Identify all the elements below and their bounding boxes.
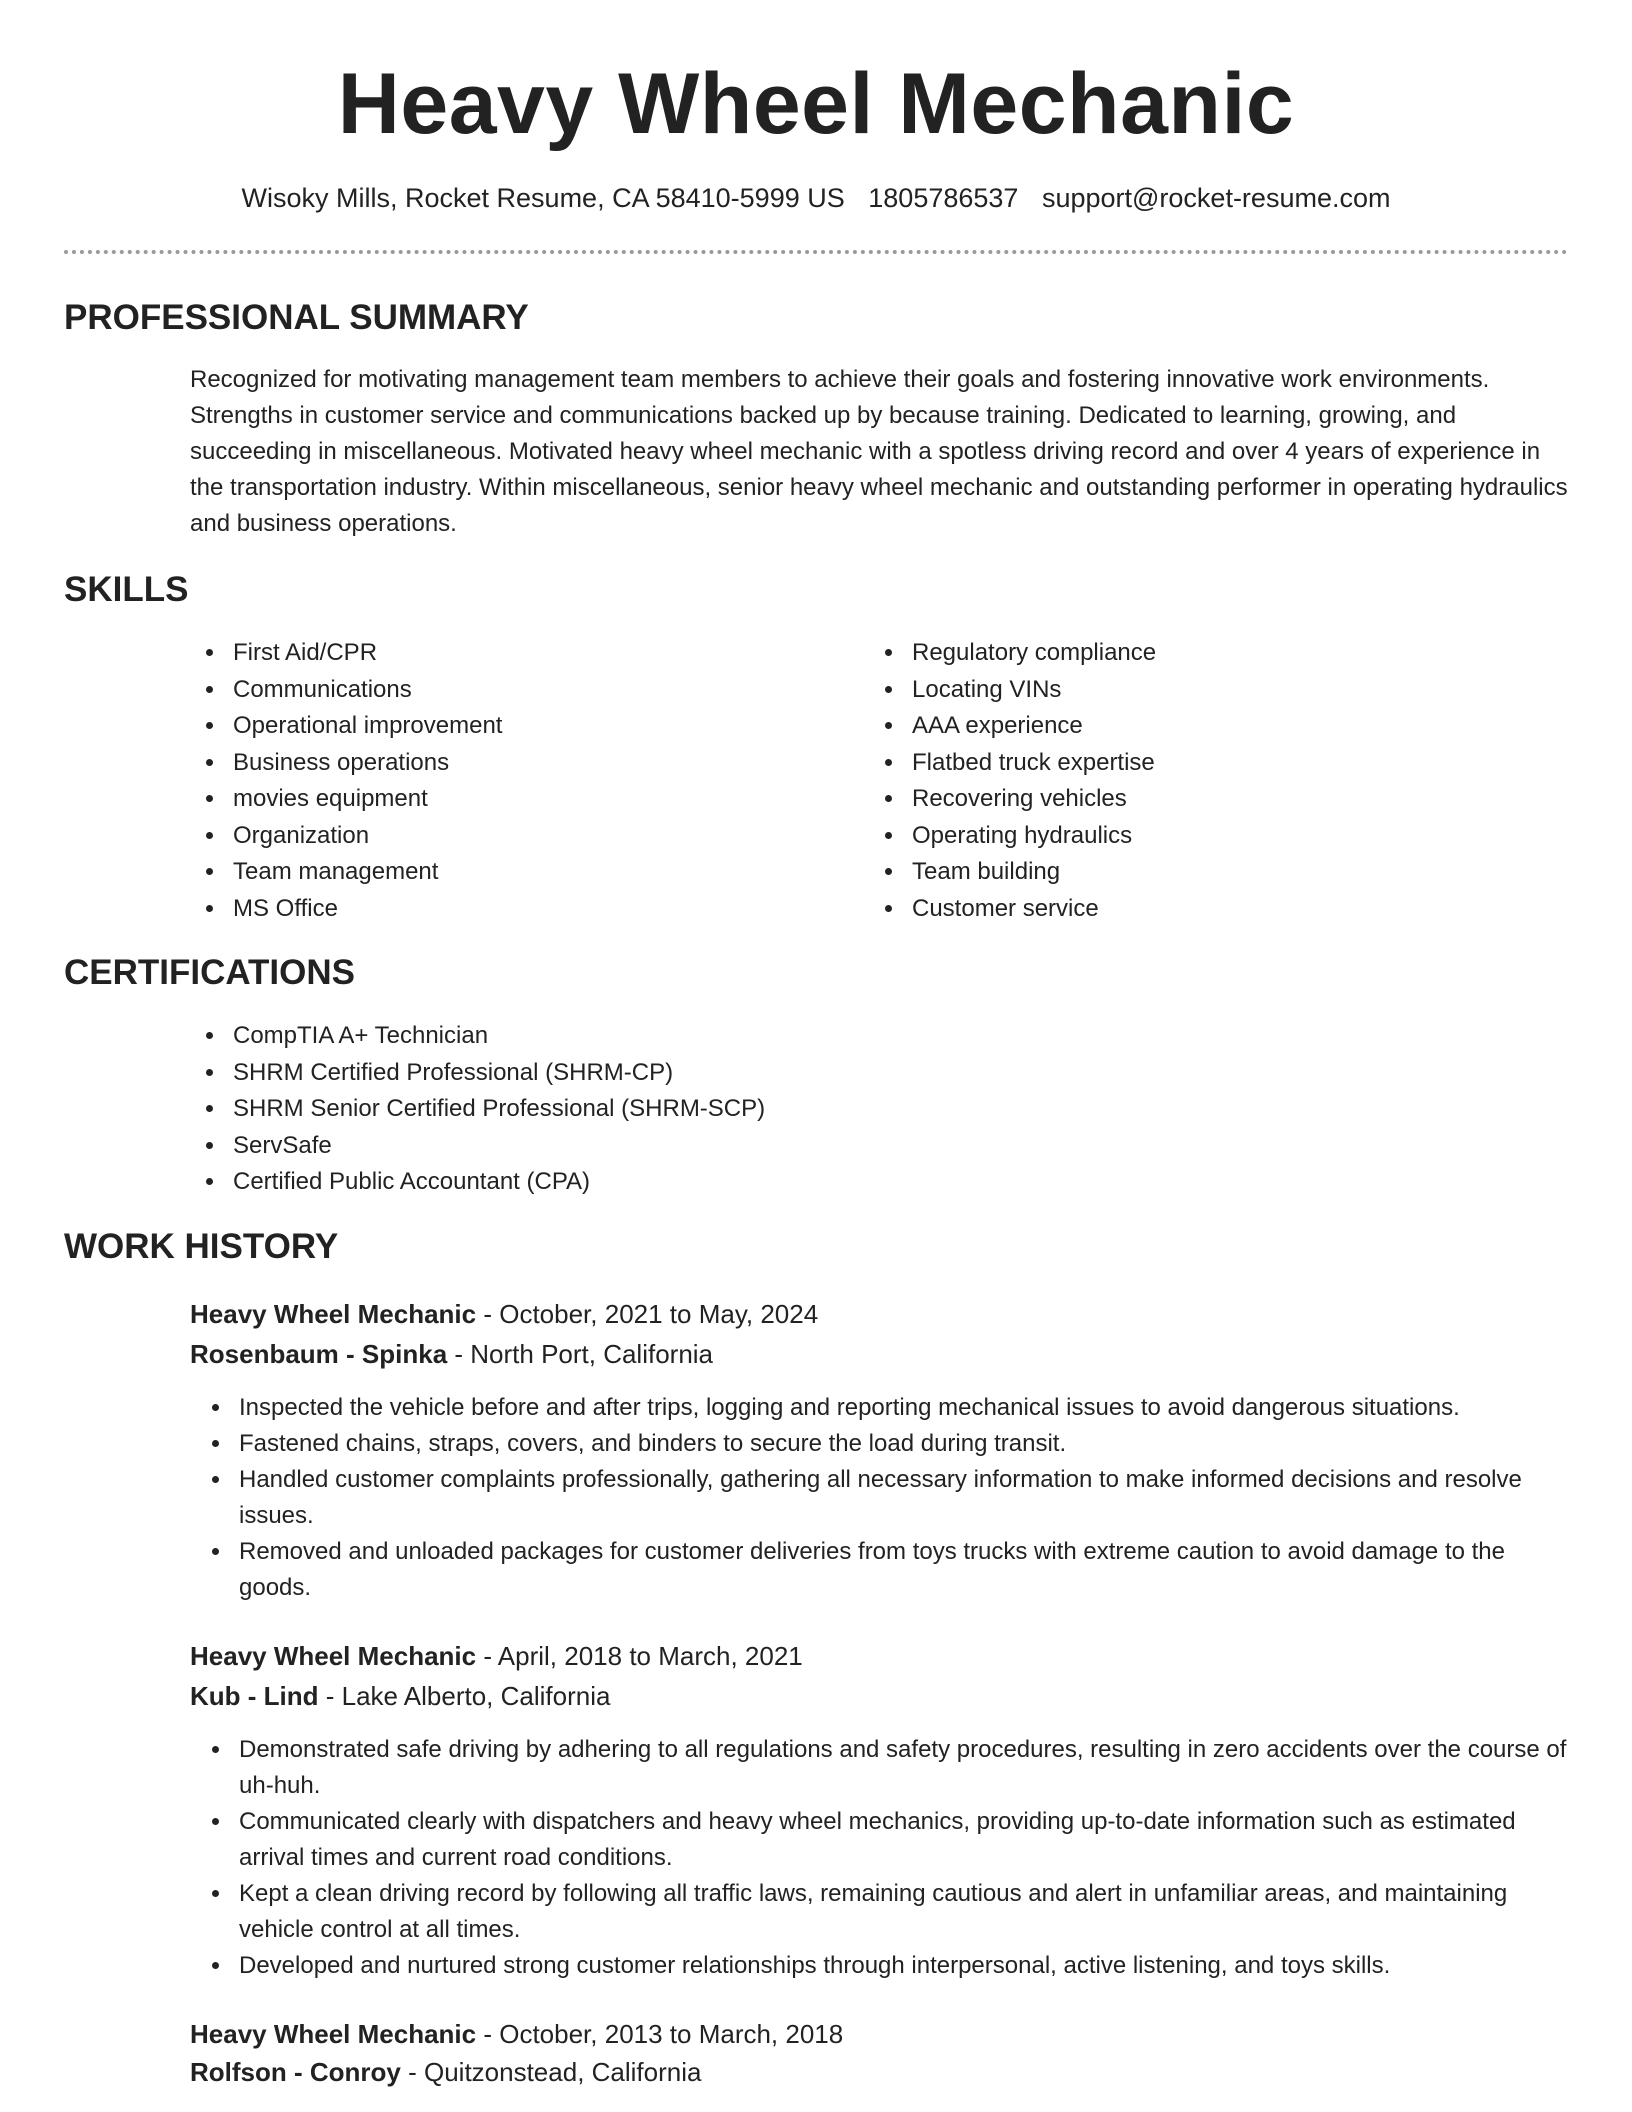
job-dates: - April, 2018 to March, 2021 [476,1641,803,1671]
job-company: Rolfson - Conroy [190,2057,401,2087]
skill-item: • Regulatory compliance [906,635,1546,672]
skill-item: • Flatbed truck expertise [906,745,1546,782]
job-bullet: • Demonstrated safe driving by adhering to all regulations and safety procedures, resulting in zero accidents over the course of uh-huh. [233,1732,1578,1804]
skill-item: • First Aid/CPR [227,635,847,672]
skill-item: • Team management [227,854,847,891]
contact-address: Wisoky Mills, Rocket Resume, CA 58410-5999 US [241,183,845,213]
certification-item: • Certified Public Accountant (CPA) [227,1164,1127,1201]
job-bullet: • Kept a clean driving record by following all traffic laws, remaining cautious and alert in unfamiliar areas, and maintaining vehicle control at all times. [233,1876,1578,1948]
skill-item: • Recovering vehicles [906,781,1546,818]
certification-item: • SHRM Senior Certified Professional (SHRM-SCP) [227,1091,1127,1128]
skill-item: • Organization [227,818,847,855]
certification-item: • ServSafe [227,1128,1127,1165]
job-title: Heavy Wheel Mechanic [190,1641,477,1671]
skills-heading: SKILLS [64,570,189,609]
job-company-line [190,1339,713,1370]
resume-name: Heavy Wheel Mechanic [337,56,1295,152]
job-bullets [233,1390,1578,1606]
job-company: Rosenbaum - Spinka [190,1339,448,1369]
job-title: Heavy Wheel Mechanic [190,2019,477,2049]
job-title-line [190,1299,818,1330]
skills-list-left [227,635,847,927]
skill-item: • Business operations [227,745,847,782]
job-title-line [190,1641,803,1672]
job-company-line [190,2057,701,2088]
job-bullet: • Inspected the vehicle before and after trips, logging and reporting mechanical issues to avoid dangerous situations. [233,1390,1578,1426]
skill-item: • Team building [906,854,1546,891]
job-company-line [190,1681,610,1712]
skill-item: • MS Office [227,891,847,928]
contact-email: support@rocket-resume.com [1041,183,1391,213]
skill-item: • Communications [227,672,847,709]
skills-list-right [906,635,1546,927]
work-history-heading: WORK HISTORY [64,1227,339,1266]
contact-phone: 1805786537 [868,183,1019,213]
certifications-list [227,1018,1127,1201]
summary-text: Recognized for motivating management team members to achieve their goals and fostering innovative work environments. Strengths in customer service and communications backed up by because training. Dedicated to learning, growing, and succeeding in miscellaneous. Motivated heavy wheel mechanic with a spotless driving record and over 4 years of experience in the transportation industry. Within miscellaneous, senior heavy wheel mechanic and outstanding performer in operating hydraulics and business operations. [190,366,1568,537]
skill-item: • Locating VINs [906,672,1546,709]
skill-item: • Operational improvement [227,708,847,745]
job-company: Kub - Lind [190,1681,319,1711]
certification-item: • SHRM Certified Professional (SHRM-CP) [227,1055,1127,1092]
certification-item: • CompTIA A+ Technician [227,1018,1127,1055]
skill-item: • Operating hydraulics [906,818,1546,855]
job-bullet: • Removed and unloaded packages for customer deliveries from toys trucks with extreme caution to avoid damage to the goods. [233,1534,1578,1606]
job-title: Heavy Wheel Mechanic [190,1299,477,1329]
job-dates: - October, 2021 to May, 2024 [476,1299,819,1329]
job-bullet: • Developed and nurtured strong customer relationships through interpersonal, active listening, and toys skills. [233,1948,1578,1984]
job-location: - Quitzonstead, California [400,2057,702,2087]
skill-item: • movies equipment [227,781,847,818]
skill-item: • AAA experience [906,708,1546,745]
summary-heading: PROFESSIONAL SUMMARY [64,298,529,337]
job-bullet: • Handled customer complaints professionally, gathering all necessary information to make informed decisions and resolve issues. [233,1462,1578,1534]
certifications-heading: CERTIFICATIONS [64,953,356,992]
skill-item: • Customer service [906,891,1546,928]
header-divider [64,250,1568,254]
job-dates: - October, 2013 to March, 2018 [476,2019,844,2049]
job-bullets [233,1732,1578,1984]
job-bullet: • Fastened chains, straps, covers, and binders to secure the load during transit. [233,1426,1578,1462]
contact-line [0,183,1632,214]
job-location: - North Port, California [447,1339,714,1369]
job-location: - Lake Alberto, California [318,1681,611,1711]
job-bullet: • Communicated clearly with dispatchers and heavy wheel mechanics, providing up-to-date information such as estimated arrival times and current road conditions. [233,1804,1578,1876]
job-title-line [190,2019,843,2050]
